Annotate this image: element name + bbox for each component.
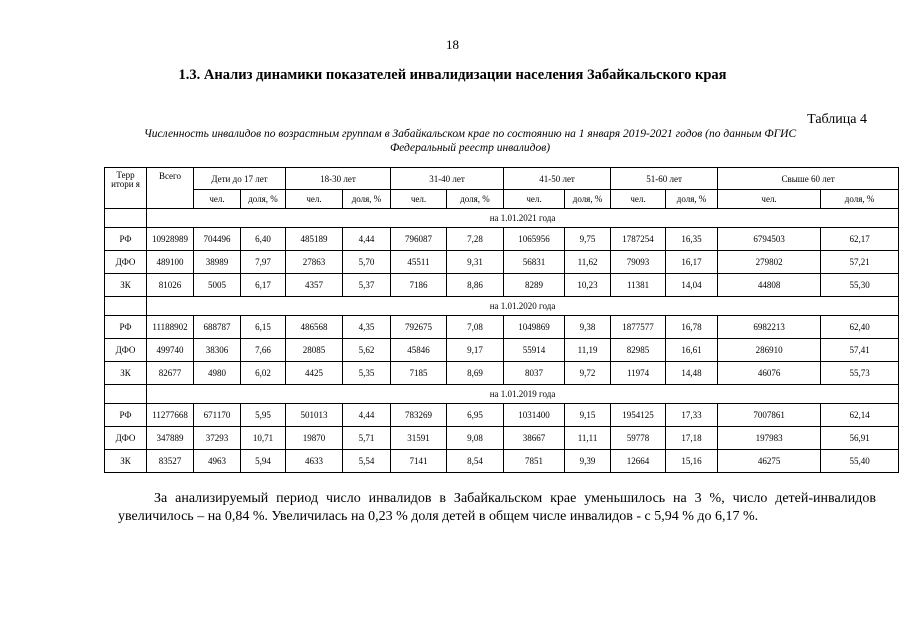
sub-header-share: доля, %: [343, 190, 391, 209]
table-cell: 4,35: [343, 316, 391, 339]
table-cell: 5,62: [343, 339, 391, 362]
table-cell: 4357: [286, 274, 343, 297]
col-header-group: 41-50 лет: [504, 168, 611, 190]
table-cell: 45846: [391, 339, 447, 362]
table-cell: 10,71: [241, 427, 286, 450]
table-label: Таблица 4: [807, 112, 867, 127]
table-row: [105, 228, 899, 251]
territory-cell: РФ: [105, 228, 147, 251]
table-cell: 7007861: [718, 404, 821, 427]
table-cell: 347889: [147, 427, 194, 450]
table-cell: 197983: [718, 427, 821, 450]
table-cell: 9,75: [565, 228, 611, 251]
table-cell: 9,15: [565, 404, 611, 427]
table-cell: 62,17: [821, 228, 899, 251]
table-cell: 1877577: [611, 316, 666, 339]
table-cell: 783269: [391, 404, 447, 427]
table-cell: 1049869: [504, 316, 565, 339]
table-cell: 5,94: [241, 450, 286, 473]
table-cell: 8,54: [447, 450, 504, 473]
table-cell: 16,17: [666, 251, 718, 274]
table-cell: 5,35: [343, 362, 391, 385]
table-cell: 7186: [391, 274, 447, 297]
table-cell: 82677: [147, 362, 194, 385]
sub-header-share: доля, %: [447, 190, 504, 209]
sub-header-share: доля, %: [821, 190, 899, 209]
table-cell: 7851: [504, 450, 565, 473]
sub-header-share: доля, %: [565, 190, 611, 209]
table-cell: 10,23: [565, 274, 611, 297]
col-header-total: Всего: [147, 168, 194, 209]
table-cell: 19870: [286, 427, 343, 450]
table-cell: 5,95: [241, 404, 286, 427]
year-label: на 1.01.2021 года: [147, 209, 899, 228]
table-cell: 8037: [504, 362, 565, 385]
year-row: [105, 209, 899, 228]
col-header-group: 18-30 лет: [286, 168, 391, 190]
table-row: [105, 362, 899, 385]
table-row: [105, 404, 899, 427]
table-cell: 1031400: [504, 404, 565, 427]
year-label: на 1.01.2020 года: [147, 297, 899, 316]
sub-header-share: доля, %: [666, 190, 718, 209]
table-cell: 704496: [194, 228, 241, 251]
table-cell: 7141: [391, 450, 447, 473]
page-number: 18: [446, 37, 459, 52]
table-cell: 5,54: [343, 450, 391, 473]
table-cell: 14,04: [666, 274, 718, 297]
col-header-group: Свыше 60 лет: [718, 168, 899, 190]
analysis-paragraph: За анализируемый период число инвалидов в Забайкальском крае уменьшилось на 3 %, число детей-инвалидов увеличилось – на 0,84 %. Увеличилась на 0,23 % доля детей в общем числе инвалидов - с 5,94 % до 6,17 %.: [118, 491, 876, 524]
table-cell: 45511: [391, 251, 447, 274]
table-cell: 485189: [286, 228, 343, 251]
table-cell: 11,62: [565, 251, 611, 274]
table-cell: 8,86: [447, 274, 504, 297]
col-header-group: 51-60 лет: [611, 168, 718, 190]
table-cell: 6,95: [447, 404, 504, 427]
table-cell: 6982213: [718, 316, 821, 339]
table-cell: 7,08: [447, 316, 504, 339]
table-cell: 15,16: [666, 450, 718, 473]
table-cell: 279802: [718, 251, 821, 274]
table-cell: 38667: [504, 427, 565, 450]
table-cell: 27863: [286, 251, 343, 274]
table-cell: 11188902: [147, 316, 194, 339]
table-cell: 8,69: [447, 362, 504, 385]
table-cell: 11974: [611, 362, 666, 385]
table-cell: 55,30: [821, 274, 899, 297]
table-cell: 286910: [718, 339, 821, 362]
table-cell: 62,14: [821, 404, 899, 427]
table-cell: 16,35: [666, 228, 718, 251]
table-cell: 4633: [286, 450, 343, 473]
table-cell: 11381: [611, 274, 666, 297]
col-header-territory: Терр итори я: [105, 168, 147, 209]
table-cell: 4425: [286, 362, 343, 385]
table-cell: 55,73: [821, 362, 899, 385]
sub-header-count: чел.: [718, 190, 821, 209]
table-cell: 4980: [194, 362, 241, 385]
table-cell: 56,91: [821, 427, 899, 450]
table-cell: 11,19: [565, 339, 611, 362]
section-title: 1.3. Анализ динамики показателей инвалидизации населения Забайкальского края: [178, 67, 727, 83]
table-cell: 55914: [504, 339, 565, 362]
table-cell: 44808: [718, 274, 821, 297]
table-cell: 38306: [194, 339, 241, 362]
sub-header-count: чел.: [391, 190, 447, 209]
table-cell: 486568: [286, 316, 343, 339]
table-cell: 796087: [391, 228, 447, 251]
table-cell: 1954125: [611, 404, 666, 427]
table-cell: 11277668: [147, 404, 194, 427]
table-cell: 7185: [391, 362, 447, 385]
table-cell: 5,70: [343, 251, 391, 274]
table-cell: 489100: [147, 251, 194, 274]
table-cell: 6,15: [241, 316, 286, 339]
territory-cell: ДФО: [105, 251, 147, 274]
disability-table: [104, 167, 899, 473]
table-cell: 46275: [718, 450, 821, 473]
table-cell: 7,97: [241, 251, 286, 274]
table-cell: 792675: [391, 316, 447, 339]
table-cell: 62,40: [821, 316, 899, 339]
sub-header-count: чел.: [286, 190, 343, 209]
territory-cell: РФ: [105, 404, 147, 427]
table-cell: 4,44: [343, 404, 391, 427]
table-cell: 1065956: [504, 228, 565, 251]
table-cell: 671170: [194, 404, 241, 427]
table-cell: 6,02: [241, 362, 286, 385]
year-label: на 1.01.2019 года: [147, 385, 899, 404]
table-cell: 501013: [286, 404, 343, 427]
table-cell: 5005: [194, 274, 241, 297]
territory-cell: ЗК: [105, 450, 147, 473]
table-cell: 9,17: [447, 339, 504, 362]
sub-header-share: доля, %: [241, 190, 286, 209]
table-cell: 81026: [147, 274, 194, 297]
territory-cell: ДФО: [105, 427, 147, 450]
table-cell: 688787: [194, 316, 241, 339]
table-row: [105, 316, 899, 339]
year-row-spacer: [105, 385, 147, 404]
table-cell: 59778: [611, 427, 666, 450]
table-cell: 83527: [147, 450, 194, 473]
table-cell: 31591: [391, 427, 447, 450]
table-cell: 6794503: [718, 228, 821, 251]
table-row: [105, 339, 899, 362]
table-row: [105, 450, 899, 473]
table-cell: 82985: [611, 339, 666, 362]
sub-header-count: чел.: [504, 190, 565, 209]
table-cell: 4963: [194, 450, 241, 473]
table-cell: 38989: [194, 251, 241, 274]
table-row: [105, 251, 899, 274]
col-header-group: 31-40 лет: [391, 168, 504, 190]
table-cell: 46076: [718, 362, 821, 385]
table-cell: 9,39: [565, 450, 611, 473]
table-cell: 9,31: [447, 251, 504, 274]
table-cell: 55,40: [821, 450, 899, 473]
table-cell: 17,33: [666, 404, 718, 427]
table-body: [105, 209, 899, 473]
table-cell: 5,71: [343, 427, 391, 450]
table-cell: 11,11: [565, 427, 611, 450]
table-cell: 28085: [286, 339, 343, 362]
table-cell: 14,48: [666, 362, 718, 385]
territory-cell: ЗК: [105, 362, 147, 385]
table-cell: 6,17: [241, 274, 286, 297]
table-cell: 16,78: [666, 316, 718, 339]
table-cell: 4,44: [343, 228, 391, 251]
table-cell: 79093: [611, 251, 666, 274]
table-cell: 12664: [611, 450, 666, 473]
territory-cell: ДФО: [105, 339, 147, 362]
table-cell: 16,61: [666, 339, 718, 362]
year-row-spacer: [105, 297, 147, 316]
table-row: [105, 427, 899, 450]
year-row-spacer: [105, 209, 147, 228]
year-row: [105, 297, 899, 316]
territory-cell: ЗК: [105, 274, 147, 297]
table-cell: 17,18: [666, 427, 718, 450]
territory-cell: РФ: [105, 316, 147, 339]
col-header-group: Дети до 17 лет: [194, 168, 286, 190]
table-cell: 37293: [194, 427, 241, 450]
year-row: [105, 385, 899, 404]
table-cell: 8289: [504, 274, 565, 297]
table-cell: 9,38: [565, 316, 611, 339]
table-cell: 56831: [504, 251, 565, 274]
table-cell: 9,72: [565, 362, 611, 385]
table-cell: 57,41: [821, 339, 899, 362]
sub-header-count: чел.: [194, 190, 241, 209]
table-cell: 7,28: [447, 228, 504, 251]
table-cell: 499740: [147, 339, 194, 362]
table-row: [105, 274, 899, 297]
table-cell: 5,37: [343, 274, 391, 297]
table-caption: Численность инвалидов по возрастным группам в Забайкальском крае по состоянию на 1 января 2019-2021 годов (по данным ФГИС Федеральный реестр инвалидов): [143, 128, 797, 154]
table-cell: 10928989: [147, 228, 194, 251]
table-cell: 1787254: [611, 228, 666, 251]
table-cell: 57,21: [821, 251, 899, 274]
sub-header-count: чел.: [611, 190, 666, 209]
table-cell: 6,40: [241, 228, 286, 251]
table-cell: 9,08: [447, 427, 504, 450]
table-cell: 7,66: [241, 339, 286, 362]
